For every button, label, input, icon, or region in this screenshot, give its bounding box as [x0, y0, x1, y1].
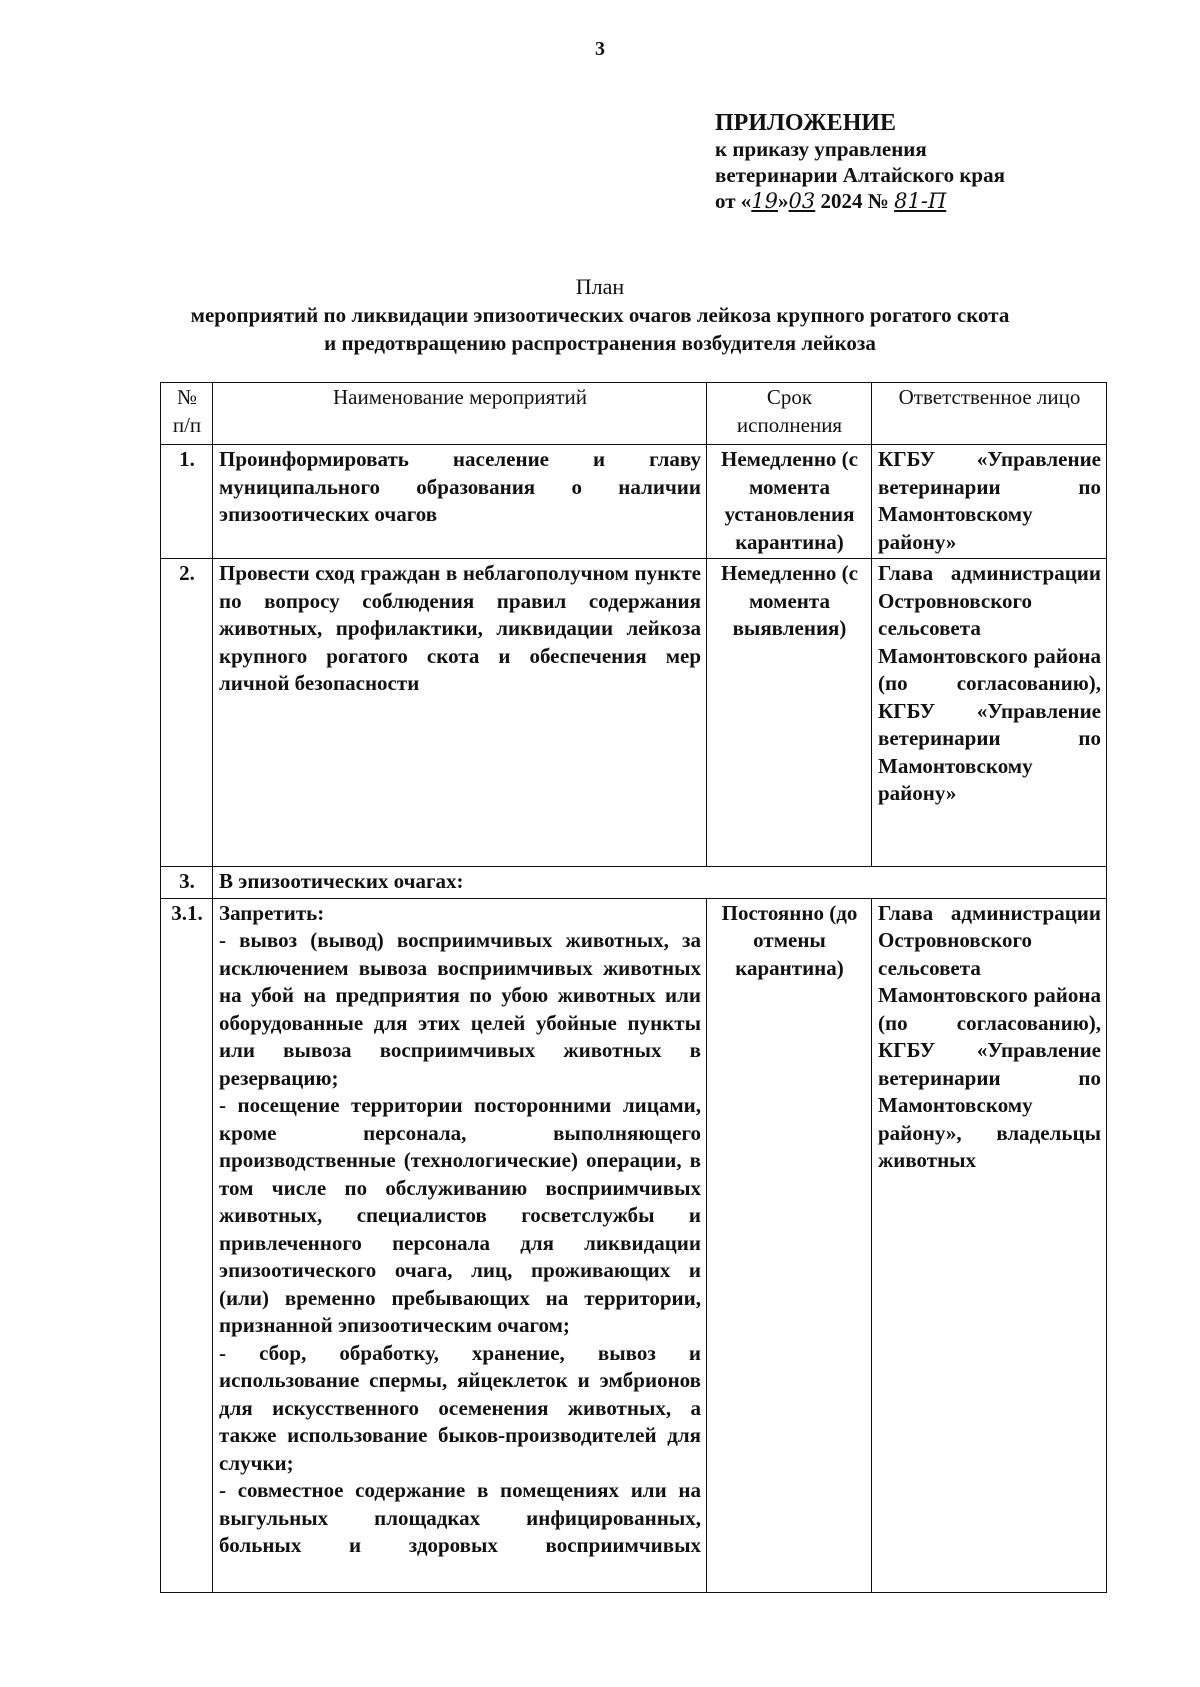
date-prefix: от « — [715, 189, 752, 213]
appendix-line-2: ветеринарии Алтайского края — [715, 163, 1005, 187]
appendix-date-line — [715, 188, 1005, 214]
plan-title: План — [575, 274, 625, 299]
table-row — [161, 445, 1107, 559]
row-name — [213, 898, 707, 1592]
header-name: Наименование мероприятий — [213, 383, 707, 445]
row-section-title: В эпизоотических очагах: — [213, 867, 1107, 899]
header-resp: Ответственное лицо — [872, 383, 1107, 445]
date-month: 03 — [788, 189, 816, 213]
row-num: 2. — [161, 559, 213, 867]
prohibit-item: - совместное содержание в помещениях или на выгульных площадках инфицированных, больных и здоровых восприимчивых — [219, 1478, 701, 1557]
row-num: 3. — [161, 867, 213, 899]
row-term: Немедленно (с момента выявления) — [707, 559, 872, 867]
appendix-block — [715, 110, 1005, 214]
header-term: Срок исполнения — [707, 383, 872, 445]
row-num: 3.1. — [161, 898, 213, 1592]
date-mid: » — [778, 189, 789, 213]
table-row — [161, 559, 1107, 867]
table-row — [161, 867, 1107, 899]
row-resp: Глава администрации Островновского сельсовета Мамонтовского района (по согласованию), КГБУ «Управление ветеринарии по Мамонтовскому району» — [872, 559, 1107, 867]
appendix-title: ПРИЛОЖЕНИЕ — [715, 110, 897, 136]
date-year: 2024 № — [815, 189, 895, 213]
date-day: 19 — [751, 189, 779, 213]
header-num: № п/п — [161, 383, 213, 445]
plan-subtitle-line-1: мероприятий по ликвидации эпизоотических очагов лейкоза крупного рогатого скота — [190, 303, 1010, 327]
prohibit-item: - посещение территории посторонними лицами, кроме персонала, выполняющего производственные (технологические) операции, в том числе по обслуживанию восприимчивых животных, специалистов госветслужбы и привлеченного персонала для ликвидации эпизоотического очага, лиц, проживающих и (или) временно пребывающих на территории, признанной эпизоотическим очагом; — [219, 1093, 701, 1337]
row-term: Постоянно (до отмены карантина) — [707, 898, 872, 1592]
plan-subtitle-line-2: и предотвращению распространения возбудителя лейкоза — [324, 331, 876, 355]
row-resp: КГБУ «Управление ветеринарии по Мамонтовскому району» — [872, 445, 1107, 559]
row-resp: Глава администрации Островновского сельсовета Мамонтовского района (по согласованию), КГБУ «Управление ветеринарии по Мамонтовскому району», владельцы животных — [872, 898, 1107, 1592]
prohibit-item: - сбор, обработку, хранение, вывоз и использование спермы, яйцеклеток и эмбрионов для искусственного осеменения животных, а также использование быков-производителей для случки; — [219, 1340, 701, 1475]
plan-heading — [0, 273, 1200, 357]
prohibit-intro: Запретить: — [219, 900, 325, 925]
table-row — [161, 898, 1107, 1592]
page-number: 3 — [595, 38, 605, 60]
row-name: Проинформировать население и главу муниципального образования о наличии эпизоотических очагов — [213, 445, 707, 559]
prohibit-item: - вывоз (вывод) восприимчивых животных, за исключением вывоза восприимчивых животных на убой на предприятия по убою животных или оборудованные для этих целей убойные пункты или вывоза восприимчивых животных в резервацию; — [219, 928, 701, 1090]
order-number: 81-П — [894, 189, 947, 213]
table-header-row — [161, 383, 1107, 445]
row-term: Немедленно (с момента установления карантина) — [707, 445, 872, 559]
measures-table — [160, 382, 1107, 1593]
row-num: 1. — [161, 445, 213, 559]
row-name: Провести сход граждан в неблагополучном пункте по вопросу соблюдения правил содержания животных, профилактики, ликвидации лейкоза крупного рогатого скота и обеспечения мер личной безопасности — [213, 559, 707, 867]
appendix-line-1: к приказу управления — [715, 137, 927, 161]
